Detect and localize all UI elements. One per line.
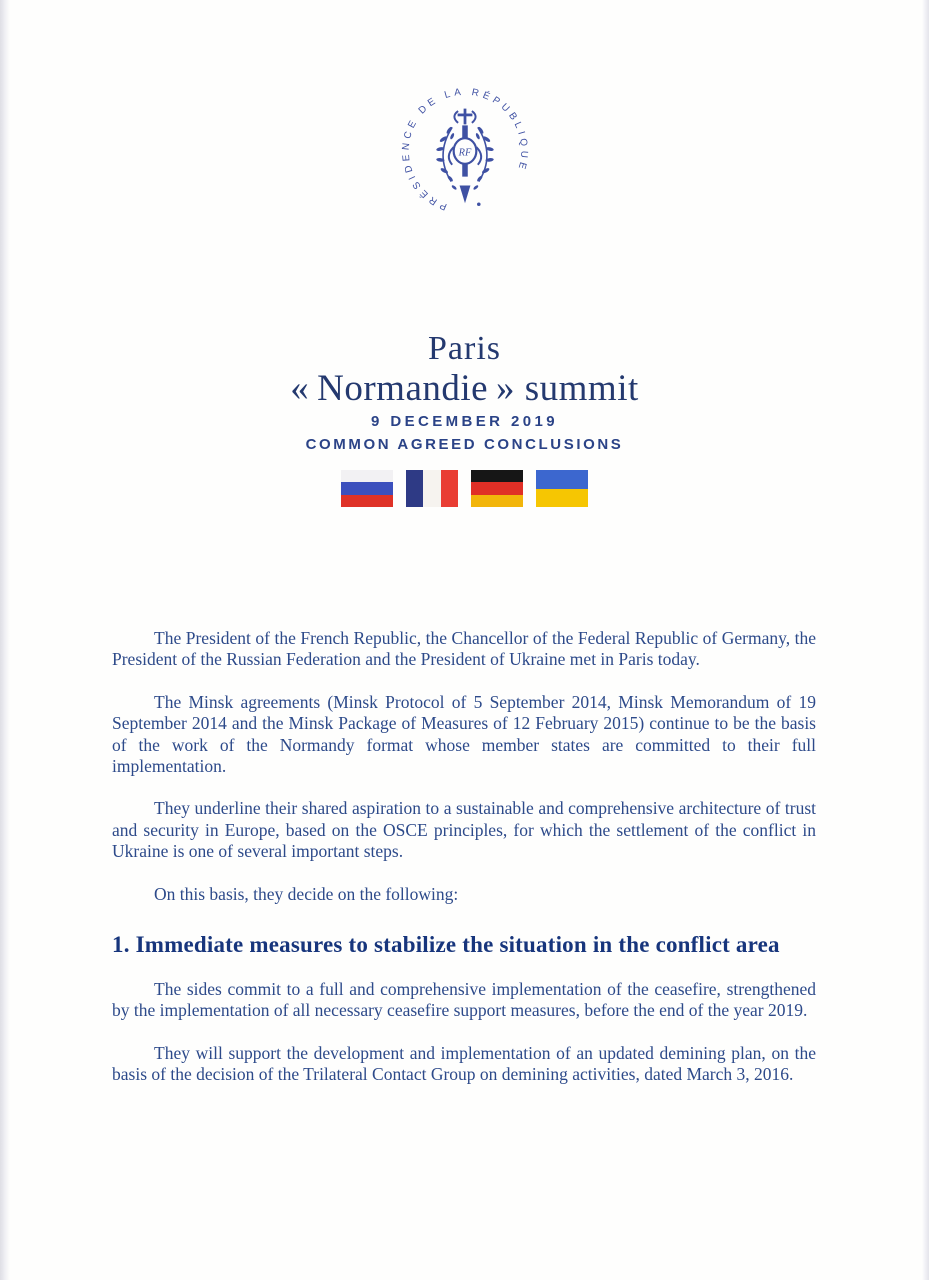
- title-city: Paris: [428, 330, 501, 367]
- paragraph-leaders-met: The President of the French Republic, the Chancellor of the Federal Republic of Germany, the President of the Russian Federation and the President of Ukraine met in Paris today.: [112, 628, 816, 670]
- germany-flag-stripe: [471, 482, 523, 494]
- flag-ukraine: [536, 470, 588, 507]
- flag-france: [406, 470, 458, 507]
- paragraph-decide-following: On this basis, they decide on the following:: [154, 883, 459, 904]
- russia-flag-stripe: [341, 470, 393, 482]
- fasces-emblem-icon: [435, 109, 493, 204]
- france-flag-stripe: [406, 470, 423, 507]
- page-edge-left: [0, 0, 10, 1280]
- summit-date: 9 DECEMBER 2019: [371, 413, 558, 430]
- document-subtitle: COMMON AGREED CONCLUSIONS: [305, 436, 624, 453]
- section-1-heading: 1. Immediate measures to stabilize the situation in the conflict area: [112, 932, 780, 958]
- germany-flag-stripe: [471, 470, 523, 482]
- ukraine-flag-stripe: [536, 489, 588, 508]
- summit-title: [0, 329, 929, 410]
- paragraph-shared-aspiration: They underline their shared aspiration to a sustainable and comprehensive architecture of trust and security in Europe, based on the OSCE principles, for which the settlement of the conflict in Ukraine is one of several important steps.: [112, 798, 816, 862]
- flag-russia: [341, 470, 393, 507]
- seal-monogram: RF: [458, 147, 471, 159]
- france-flag-stripe: [441, 470, 458, 507]
- page-edge-right: [922, 0, 929, 1280]
- seal-icon: [396, 82, 534, 220]
- seal-dot-separator: [477, 202, 481, 206]
- presidence-de-la-republique-seal: [396, 82, 534, 220]
- paragraph-ceasefire: The sides commit to a full and comprehensive implementation of the ceasefire, strengthened by the implementation of all necessary ceasefire support measures, before the end of the year 2019.: [112, 979, 816, 1021]
- russia-flag-stripe: [341, 482, 393, 494]
- paragraph-minsk-agreements: The Minsk agreements (Minsk Protocol of 5 September 2014, Minsk Memorandum of 19 September 2014 and the Minsk Package of Measures of 12 February 2015) continue to be the basis of the work of the Normandy format whose member states are committed to their full implementation.: [112, 691, 816, 777]
- paragraph-demining: They will support the development and implementation of an updated demining plan, on the basis of the decision of the Trilateral Contact Group on demining activities, dated March 3, 2016.: [112, 1042, 816, 1085]
- ukraine-flag-stripe: [536, 470, 588, 489]
- germany-flag-stripe: [471, 495, 523, 507]
- flag-germany: [471, 470, 523, 507]
- france-flag-stripe: [423, 470, 440, 507]
- flags-row: [0, 470, 929, 507]
- seal-circular-text: PRÉSIDENCE DE LA RÉPUBLIQUE: [400, 86, 529, 213]
- document-body: [112, 607, 816, 1107]
- russia-flag-stripe: [341, 495, 393, 507]
- title-summit-name: « Normandie » summit: [290, 368, 639, 409]
